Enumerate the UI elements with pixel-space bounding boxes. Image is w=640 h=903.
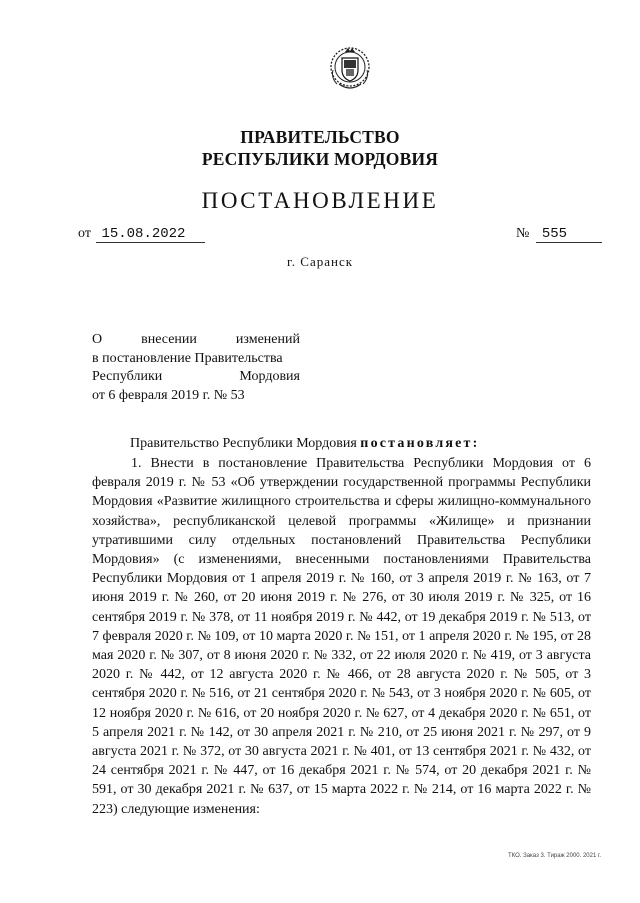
paragraph-1: 1. Внести в постановление Правительства Республики Мордовия от 6 февраля 2019 г. № 53 «Об утверждении государственной программы Республики Мордовия «Развитие жилищного строительства и сферы жилищно-коммунального хозяйства», республиканской целевой программы «Жилище» и признании утратившими силу отдельных постановлений Правительства Республики Мордовия» (с изменениями, внесенными постановлениями Правительства Республики Мордовия от 1 апреля 2019 г. № 160, от 3 апреля 2019 г. № 163, от 7 июня 2019 г. № 260, от 20 июня 2019 г. № 276, от 30 июля 2019 г. № 325, от 16 сентября 2019 г. № 378, от 11 ноября 2019 г. № 442, от 19 декабря 2019 г. № 513, от 7 февраля 2020 г. № 109, от 10 марта 2020 г. № 151, от 1 апреля 2020 г. № 195, от 28 мая 2020 г. № 307, от 8 июня 2020 г. № 332, от 22 июля 2020 г. № 419, от 3 августа 2020 г. № 442, от 12 августа 2020 г. № 466, от 28 августа 2020 г. № 505, от 3 сентября 2020 г. № 516, от 21 сентября 2020 г. № 543, от 3 ноября 2020 г. № 605, от 12 ноября 2020 г. № 616, от 20 ноября 2020 г. № 627, от 4 декабря 2020 г. № 651, от 5 апреля 2021 г. № 142, от 30 апреля 2021 г. № 210, от 25 июня 2021 г. № 297, от 9 августа 2021 г. № 372, от 30 августа 2021 г. № 401, от 13 сентября 2021 г. № 432, от 24 сентября 2021 г. № 447, от 16 декабря 2021 г. № 574, от 20 декабря 2021 г. № 591, от 30 декабря 2021 г. № 637, от 15 марта 2022 г. № 214, от 16 марта 2022 г. № 223) следующие изменения: xyxy=(92,456,591,817)
document-subject xyxy=(92,331,300,405)
subject-word: внесении xyxy=(141,332,197,347)
org-name-line1: ПРАВИТЕЛЬСТВО xyxy=(240,127,400,147)
number-value: 555 xyxy=(536,226,602,243)
subject-line: от 6 февраля 2019 г. № 53 xyxy=(92,387,245,403)
preamble-emphasis: постановляет: xyxy=(360,436,480,451)
number-field xyxy=(516,226,602,243)
subject-line: в постановление Правительства xyxy=(92,350,283,366)
org-name-line2: РЕСПУБЛИКИ МОРДОВИЯ xyxy=(201,149,439,169)
city: г. Саранск xyxy=(286,254,354,269)
subject-word: изменений xyxy=(235,332,300,347)
coat-of-arms-icon xyxy=(325,40,375,100)
subject-word: Республики xyxy=(92,369,163,384)
preamble-text: Правительство Республики Мордовия xyxy=(130,436,357,451)
print-note: ТКО. Заказ 3. Тираж 2000. 2021 г. xyxy=(508,853,602,859)
document-body xyxy=(92,454,591,819)
document-type: ПОСТАНОВЛЕНИЕ xyxy=(201,188,439,213)
date-field xyxy=(78,226,205,243)
number-prefix: № xyxy=(516,226,530,241)
date-prefix: от xyxy=(78,226,91,241)
subject-word: О xyxy=(92,332,103,347)
date-value: 15.08.2022 xyxy=(96,226,205,243)
subject-word: Мордовия xyxy=(239,369,300,384)
preamble xyxy=(130,436,480,452)
